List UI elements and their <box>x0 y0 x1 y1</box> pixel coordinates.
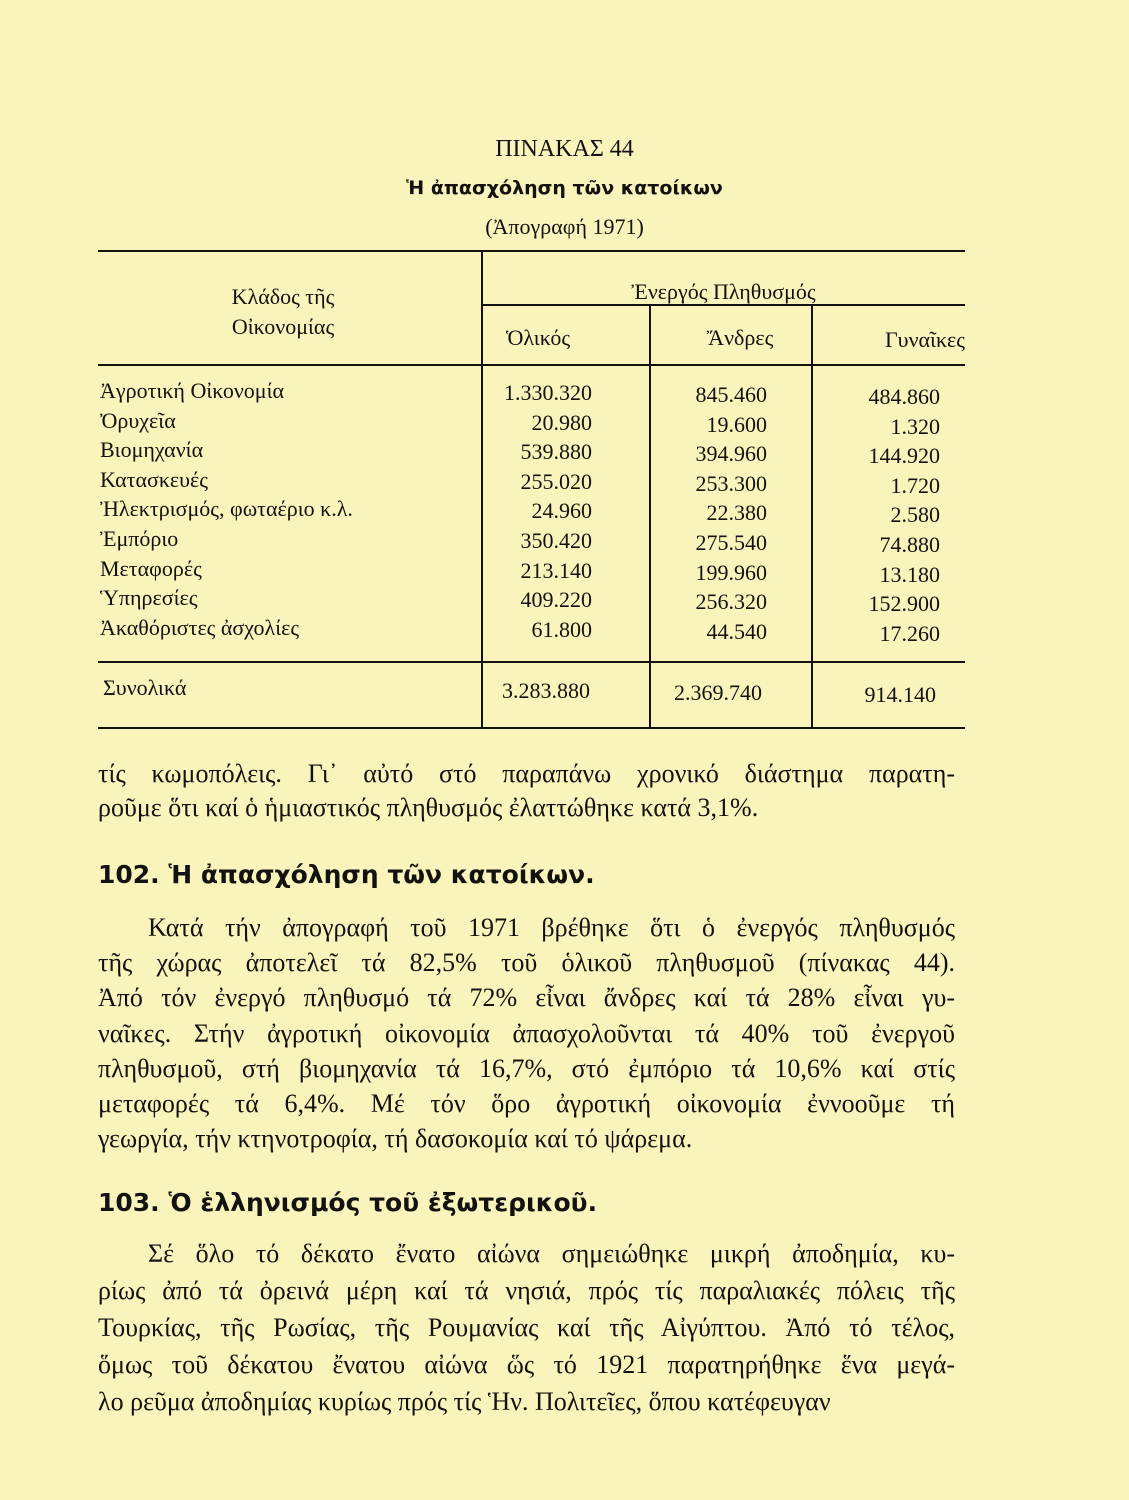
totals-men: 2.369.740 <box>674 680 762 705</box>
text-line: ροῦμε ὅτι καί ὁ ἡμιαστικός πληθυσμός ἐλαττώθηκε κατά 3,1%. <box>98 793 759 822</box>
cell-total: 1.330.320 <box>504 380 592 405</box>
text-line: Τουρκίας, τῆς Ρωσίας, τῆς Ρουμανίας καί τῆς Αἰγύπτου. Ἀπό τό τέλος, <box>98 1313 955 1342</box>
header-men: Ἄνδρες <box>706 325 774 350</box>
cell-branch: Ἀκαθόριστες ἀσχολίες <box>100 614 300 640</box>
header-branch-line2: Οἰκονομίας <box>231 314 335 339</box>
cell-total: 61.800 <box>531 616 592 642</box>
cell-men: 253.300 <box>695 470 767 496</box>
cell-total: 350.420 <box>520 528 592 553</box>
totals-label: Συνολικά <box>103 675 187 700</box>
cell-women: 1.320 <box>890 413 940 439</box>
cell-men: 394.960 <box>695 441 767 467</box>
cell-men: 256.320 <box>695 589 767 615</box>
header-branch <box>98 282 468 342</box>
text-line: ναῖκες. Στήν ἀγροτική οἰκονομία ἀπασχολοῦνται τά 40% τοῦ ἐνεργοῦ <box>98 1018 955 1048</box>
cell-men: 19.600 <box>706 411 767 437</box>
cell-branch: Ἐμπόριο <box>100 526 179 551</box>
totals-rule <box>98 661 965 663</box>
cell-branch: Ἀγροτική Οἰκονομία <box>100 378 285 403</box>
cell-branch: Μεταφορές <box>100 555 202 581</box>
cell-branch: Ἠλεκτρισμός, φωταέριο κ.λ. <box>100 496 353 522</box>
header-active-population: Ἐνεργός Πληθυσμός <box>631 279 816 304</box>
text-line: τῆς χώρας ἀποτελεῖ τά 82,5% τοῦ ὁλικοῦ πληθυσμοῦ (πίνακας 44). <box>98 948 955 978</box>
cell-total: 409.220 <box>520 587 592 613</box>
table-bottom-rule <box>98 727 965 729</box>
table-subtitle: (Ἀπογραφή 1971) <box>485 214 644 239</box>
cell-women: 1.720 <box>890 472 940 498</box>
cell-women: 484.860 <box>868 384 940 409</box>
table-label: ΠΙΝΑΚΑΣ 44 <box>495 136 634 162</box>
totals-total: 3.283.880 <box>502 678 590 703</box>
cell-total: 213.140 <box>520 557 592 583</box>
header-bottom-rule <box>98 364 965 366</box>
text-line: πληθυσμοῦ, στή βιομηχανία τά 16,7%, στό ἐμπόριο τά 10,6% καί στίς <box>98 1053 955 1083</box>
cell-total: 255.020 <box>520 468 592 494</box>
cell-women: 74.880 <box>879 532 940 557</box>
table-title: Ἡ ἀπασχόληση τῶν κατοίκων <box>406 177 723 199</box>
text-line: ρίως ἀπό τά ὀρεινά μέρη καί τά νησιά, πρός τίς παραλιακές πόλεις τῆς <box>98 1276 955 1305</box>
cell-men: 845.460 <box>695 382 767 407</box>
header-branch-line1: Κλάδος τῆς <box>231 284 335 309</box>
table-top-rule <box>98 250 965 252</box>
cell-women: 144.920 <box>868 443 940 469</box>
cell-branch: Κατασκευές <box>100 466 208 492</box>
text-line: Κατά τήν ἀπογραφή τοῦ 1971 βρέθηκε ὅτι ὁ ἐνεργός πληθυσμός <box>148 913 955 942</box>
cell-men: 44.540 <box>706 618 767 644</box>
cell-women: 2.580 <box>890 502 940 528</box>
section-102-heading: 102. Ἡ ἀπασχόληση τῶν κατοίκων. <box>98 860 595 889</box>
cell-women: 17.260 <box>879 620 940 646</box>
cell-total: 539.880 <box>520 439 592 465</box>
header-total: Ὁλικός <box>506 325 571 350</box>
cell-women: 13.180 <box>879 561 940 587</box>
text-line: Ἀπό τόν ἐνεργό πληθυσμό τά 72% εἶναι ἄνδρες καί τά 28% εἶναι γυ- <box>98 983 955 1013</box>
header-women: Γυναῖκες <box>884 327 965 352</box>
section-103-heading: 103. Ὁ ἑλληνισμός τοῦ ἐξωτερικοῦ. <box>98 1188 598 1217</box>
cell-women: 152.900 <box>868 591 940 617</box>
cell-men: 22.380 <box>706 500 767 526</box>
totals-women: 914.140 <box>864 682 936 707</box>
cell-total: 20.980 <box>531 409 592 435</box>
cell-branch: Ὑπηρεσίες <box>100 585 198 611</box>
text-line: μεταφορές τά 6,4%. Μέ τόν ὅρο ἀγροτική οἰκονομία ἐννοοῦμε τή <box>98 1089 955 1118</box>
text-line: λο ρεῦμα ἀποδημίας κυρίως πρός τίς Ἡν. Πολιτεῖες, ὅπου κατέφευγαν <box>98 1387 831 1416</box>
cell-men: 275.540 <box>695 530 767 555</box>
text-line: Σέ ὅλο τό δέκατο ἔνατο αἰώνα σημειώθηκε μικρή ἀποδημία, κυ- <box>148 1239 955 1268</box>
cell-men: 199.960 <box>695 559 767 585</box>
text-line: γεωργία, τήν κτηνοτροφία, τή δασοκομία καί τό ψάρεμα. <box>98 1124 693 1154</box>
cell-branch: Βιομηχανία <box>100 437 204 463</box>
cell-total: 24.960 <box>531 498 592 524</box>
text-line: ὅμως τοῦ δέκατου ἔνατου αἰώνα ὥς τό 1921 παρατηρήθηκε ἕνα μεγά- <box>98 1350 955 1379</box>
text-line: τίς κωμοπόλεις. Γι᾽ αὐτό στό παραπάνω χρονικό διάστημα παρατη- <box>98 759 955 788</box>
cell-branch: Ὀρυχεῖα <box>100 407 176 433</box>
